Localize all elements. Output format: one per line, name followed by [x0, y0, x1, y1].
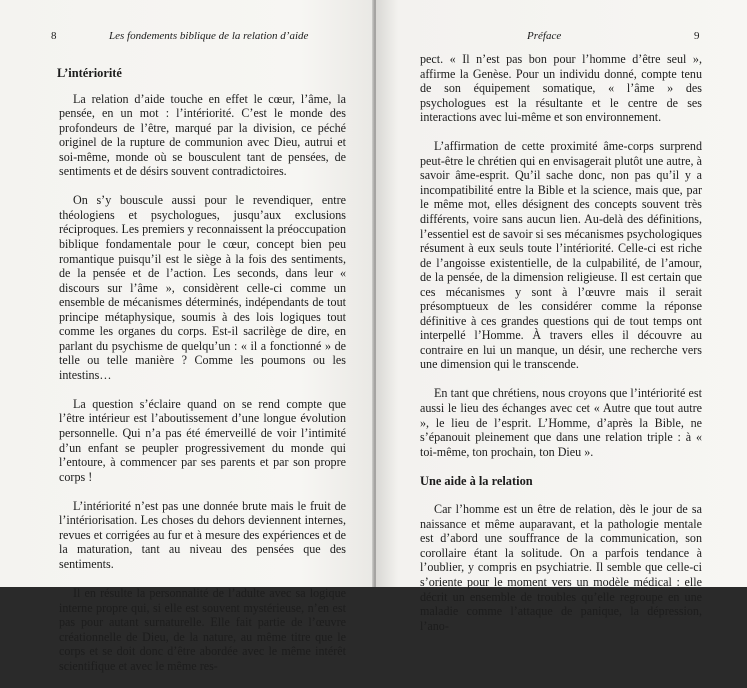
section-heading-aide-relation: Une aide à la relation	[420, 473, 533, 488]
right-running-title: Préface	[527, 30, 562, 42]
right-page	[376, 0, 747, 633]
right-paragraph: Car l’homme est un être de relation, dès le jour de sa naissance et même auparavant, et la pathologie mentale est d’abord une souffrance de la communication, son corollaire étant la solitude. On a parfois tendance à l’oublier, y compris en psychiatrie. Il semble que celle-ci s’oriente pour le moment vers un modèle médical : elle décrit un ensemble de troubles qu’elle regroupe en une maladie comme l’attaque de panique, la dépression, l’ano-	[420, 502, 702, 633]
left-page-body	[59, 66, 346, 688]
section-heading-interiorite: L’intériorité	[57, 66, 122, 80]
left-paragraph: On s’y bouscule aussi pour le revendiquer, entre théologiens et psychologues, jusqu’aux exclusions réciproques. Les premiers y reconnaissent la préoccupation biblique fondamentale pour le cœur, concept bien peu romantique puisqu’il est le siège à la fois des sentiments, de la pensée et de l’action. Les seconds, dans leur « discours sur l’âme », considèrent celle-ci comme un ensemble de mécanismes déterminés, indépendants de tout principe métaphysique, soumis à des lois logiques tout comme les organes du corps. Est-il sacrilège de dire, en parlant du psychisme de quelqu’un : « il a fonctionné » de telle ou telle manière ? Comme les poumons ou les intestins…	[59, 193, 346, 382]
right-page-number: 9	[694, 30, 700, 42]
left-paragraph: La question s’éclaire quand on se rend compte que l’être intérieur est l’aboutissement d’une longue évolution personnelle. Qui n’a pas été émerveillé de voir l’intimité d’un enfant se peupler progressivement du monde qui l’entoure, à commencer par ses parents et par son propre corps !	[59, 396, 346, 484]
left-paragraph: L’intériorité n’est pas une donnée brute mais le fruit de l’intériorisation. Les choses du dehors deviennent internes, revues et corrigées au fur et à mesure des expériences et de la maturation, tant au niveau des pensées que des sentiments.	[59, 498, 346, 571]
right-paragraph: En tant que chrétiens, nous croyons que l’intériorité est aussi le lieu des échanges avec cet « Autre que tout autre », le lieu de l’esprit. L’Homme, d’après la Bible, ne s’épanouit pleinement que dans une relation triple : à « toi-même, ton prochain, ton Dieu ».	[420, 386, 702, 459]
left-paragraph: La relation d’aide touche en effet le cœur, l’âme, la pensée, en un mot : l’intériorité. C’est le monde des profondeurs de l’être, marqué par la division, ce péché originel de la rupture de communion avec Dieu, autrui et soi-même, monde où se bousculent tant de pensées, de sentiments et de désirs souvent contradictoires.	[59, 91, 346, 179]
right-paragraph: L’affirmation de cette proximité âme-corps surprend peut-être le chrétien qui en envisagerait plutôt une autre, à savoir âme-esprit. Qu’il sache donc, non pas qu’il y a incompatibilité entre la Bible et la science, mais que, par le même mot, elles désignent des concepts souvent très différents, voire sans aucun lien. Au-delà des définitions, l’essentiel est de savoir si ses mécanismes psychologiques résument à eux seuls toute l’intériorité. Celle-ci est riche de l’angoisse existentielle, de la culpabilité, de l’amour, de la pensée, de la dimension religieuse. Il est certain que ces mécanismes y sont à l’œuvre mais il serait présomptueux de les considérer comme la réponse définitive à ces grandes questions qui de tout temps ont interpellé l’Homme. À travers elles il découvre au contraire en lui un manque, un désir, une recherche vers une dimension qui le transcende.	[420, 139, 702, 372]
left-running-title: Les fondements biblique de la relation d’aide	[109, 30, 309, 42]
right-page-body	[420, 52, 702, 648]
left-paragraph: Il en résulte la personnalité de l’adulte avec sa logique interne propre qui, si elle est souvent mystérieuse, n’en est pas pour autant surnaturelle. Elle fait partie de l’œuvre créationnelle de Dieu, de la nature, au même titre que le corps et se doit donc d’être abordée avec le même intérêt scientifique et avec le même res-	[59, 585, 346, 673]
left-page-number: 8	[51, 30, 57, 42]
right-paragraph: pect. « Il n’est pas bon pour l’homme d’être seul », affirme la Genèse. Pour un individu donné, compte tenu de son équipement somatique, « l’âme » des psychologues est la résultante et le centre de ses interactions avec lui-même et son environnement.	[420, 52, 702, 125]
left-page	[0, 0, 376, 673]
